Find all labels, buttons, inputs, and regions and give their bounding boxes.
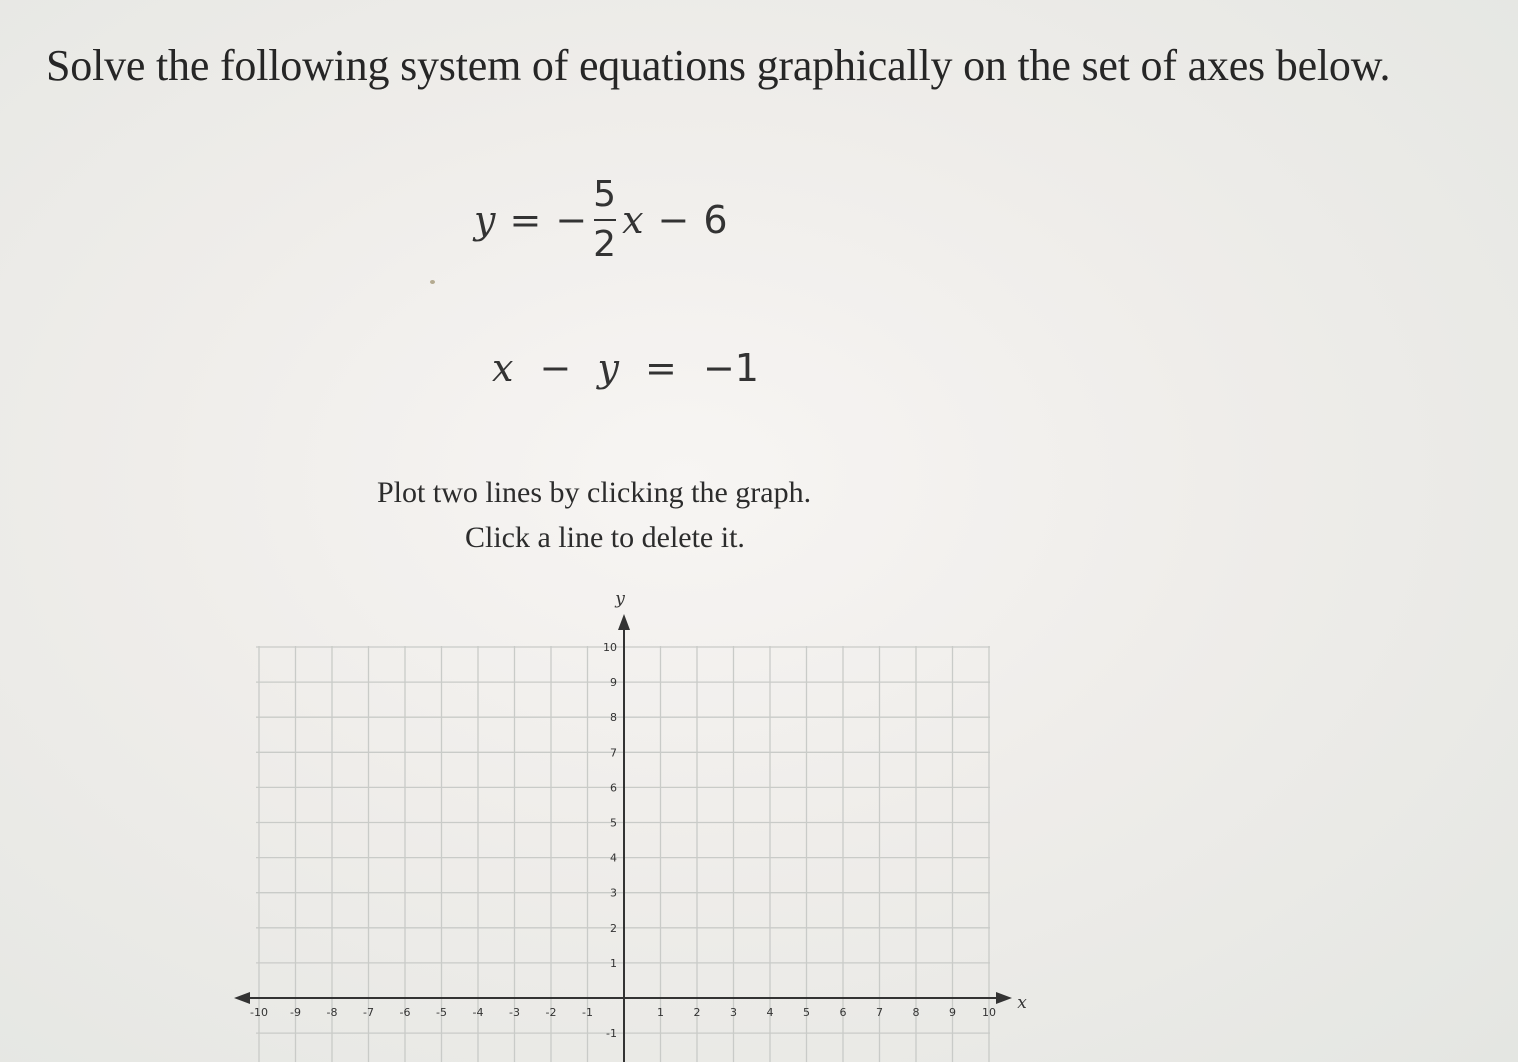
y-tick-label: 2	[610, 921, 617, 935]
x-tick-label: 8	[912, 1006, 920, 1019]
y-tick-label: 4	[610, 851, 617, 865]
y-tick-label: -1	[606, 1027, 617, 1041]
eq1-denominator: 2	[593, 224, 617, 265]
x-axis-arrow-right	[996, 992, 1012, 1004]
y-tick-label: 5	[610, 816, 617, 830]
eq2-rhs: −1	[702, 346, 759, 390]
instruction-plot: Plot two lines by clicking the graph.	[377, 476, 812, 509]
x-axis-label: x	[1017, 993, 1027, 1013]
x-tick-label: -5	[436, 1006, 447, 1019]
x-tick-label: 4	[766, 1006, 774, 1019]
eq1-numerator: 5	[593, 174, 617, 215]
x-tick-label: 1	[657, 1006, 664, 1019]
x-tick-label: -2	[545, 1006, 557, 1019]
eq2-minus: −	[539, 346, 572, 390]
x-tick-label: 10	[982, 1006, 996, 1019]
x-tick-label: 6	[839, 1006, 847, 1019]
eq1-constant: 6	[703, 198, 728, 242]
eq2-x: x	[492, 346, 514, 390]
eq1-var: x	[622, 198, 644, 242]
y-tick-label: 10	[603, 641, 617, 654]
x-tick-label: 9	[949, 1006, 956, 1019]
x-tick-label: -7	[363, 1006, 374, 1019]
x-tick-label: 5	[803, 1006, 810, 1019]
x-tick-label: 3	[730, 1006, 737, 1019]
x-tick-label: -3	[509, 1006, 520, 1019]
x-tick-label: -6	[399, 1006, 411, 1019]
eq1-sign: −	[555, 198, 588, 242]
x-tick-label: -1	[582, 1006, 593, 1019]
y-axis-label: y	[615, 589, 625, 609]
instruction-delete: Click a line to delete it.	[465, 521, 745, 554]
question-prompt: Solve the following system of equations graphically on the set of axes below.	[46, 41, 1391, 90]
y-tick-label: 9	[610, 676, 617, 690]
y-tick-label: 1	[610, 956, 617, 970]
x-tick-label: -10	[250, 1006, 268, 1019]
tick-labels	[250, 589, 1027, 1040]
x-tick-label: -4	[472, 1006, 484, 1019]
y-tick-label: 7	[610, 746, 617, 760]
y-tick-label: 3	[610, 886, 617, 900]
x-tick-label: -8	[326, 1006, 338, 1019]
x-axis-arrow-left	[234, 992, 250, 1004]
x-tick-label: 2	[693, 1006, 701, 1019]
y-tick-label: 8	[610, 711, 617, 725]
eq2-equals: =	[645, 346, 677, 390]
x-tick-label: -9	[290, 1006, 301, 1019]
eq1-equals: =	[509, 198, 542, 242]
eq1-lhs-var: y	[474, 198, 496, 242]
y-tick-label: 6	[610, 781, 617, 795]
x-tick-label: 7	[876, 1006, 883, 1019]
y-axis-arrow-up	[618, 614, 630, 630]
axes	[234, 614, 1012, 1062]
eq2-y: y	[597, 346, 619, 390]
eq1-minus: −	[657, 198, 690, 242]
